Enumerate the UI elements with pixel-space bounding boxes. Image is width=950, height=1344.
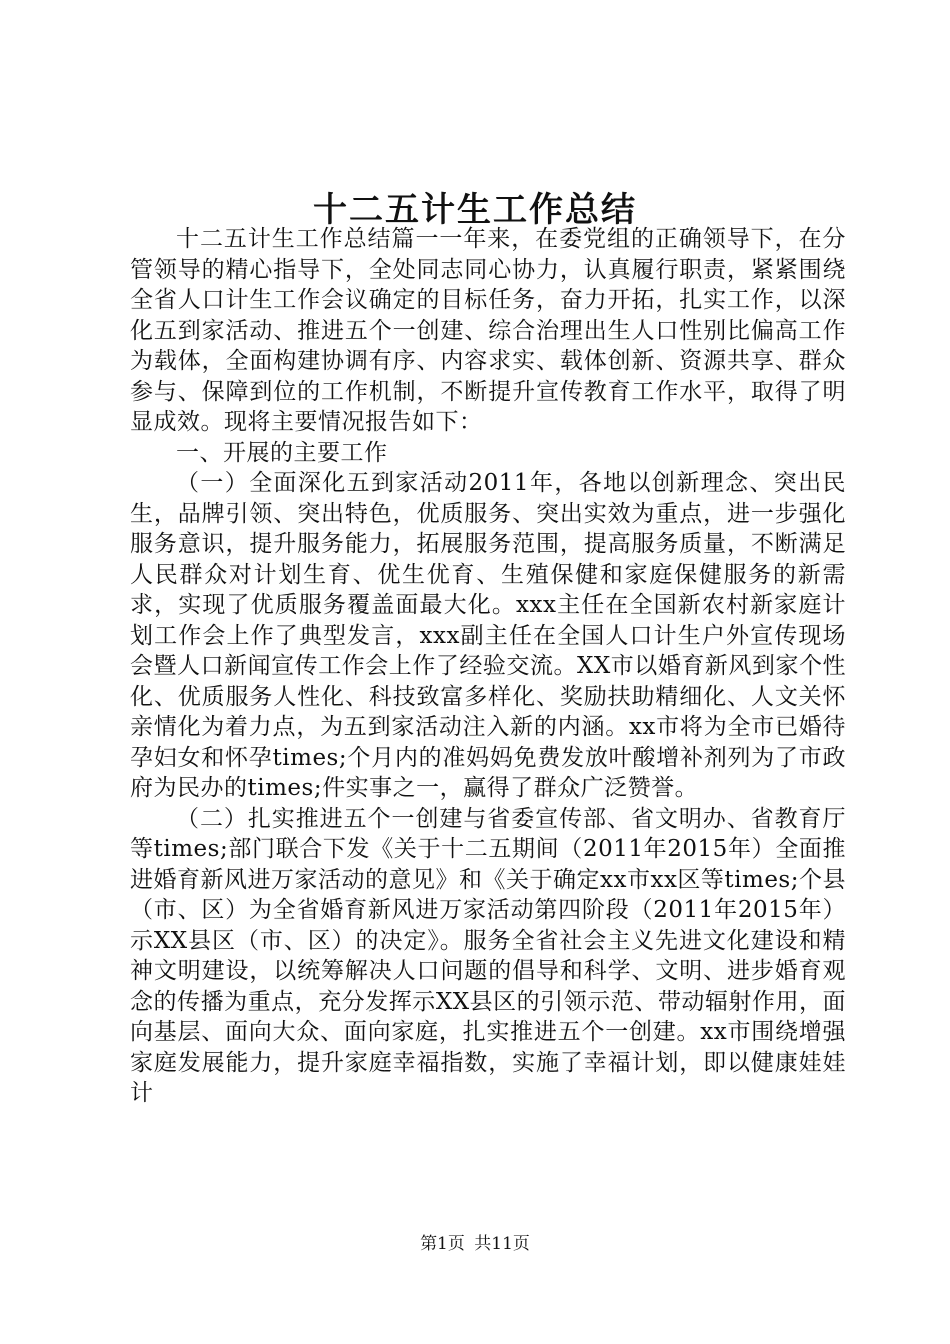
paragraph-intro: 十二五计生工作总结篇一一年来，在委党组的正确领导下，在分管领导的精心指导下，全处同志同心协力，认真履行职责，紧紧围绕全省人口计生工作会议确定的目标任务，奋力开拓，扎实工作，以深化五到家活动、推进五个一创建、综合治理出生人口性别比偏高工作为载体，全面构建协调有序、内容求实、载体创新、资源共享、群众参与、保障到位的工作机制，不断提升宣传教育工作水平，取得了明显成效。现将主要情况报告如下：	[130, 226, 846, 435]
page-number: 第1页	[420, 1234, 465, 1254]
section-heading-main-work: 一、开展的主要工作	[176, 439, 388, 466]
page-total: 共11页	[474, 1234, 530, 1254]
page-footer	[0, 1232, 950, 1256]
paragraph-section-1: （一）全面深化五到家活动2011年，各地以创新理念、突出民生，品牌引领、突出特色，优质服务、突出实效为重点，进一步强化服务意识，提升服务能力，拓展服务范围，提高服务质量，不断满足人民群众对计划生育、优生优育、生殖保健和家庭保健服务的新需求，实现了优质服务覆盖面最大化。xxx主任在全国新农村新家庭计划工作会上作了典型发言，xxx副主任在全国人口计生户外宣传现场会暨人口新闻宣传工作会上作了经验交流。XX市以婚育新风到家个性化、优质服务人性化、科技致富多样化、奖励扶助精细化、人文关怀亲情化为着力点，为五到家活动注入新的内涵。xx市将为全市已婚待孕妇女和怀孕times;个月内的准妈妈免费发放叶酸增补剂列为了市政府为民办的times;件实事之一，赢得了群众广泛赞誉。	[130, 470, 846, 801]
document-body	[130, 224, 846, 1109]
paragraph-section-2: （二）扎实推进五个一创建与省委宣传部、省文明办、省教育厅等times;部门联合下发《关于十二五期间（2011年2015年）全面推进婚育新风进万家活动的意见》和《关于确定xx市xx区等times;个县（市、区）为全省婚育新风进万家活动第四阶段（2011年2015年）示XX县区（市、区）的决定》。服务全省社会主义先进文化建设和精神文明建设，以统筹解决人口问题的倡导和科学、文明、进步婚育观念的传播为重点，充分发挥示XX县区的引领示范、带动辐射作用，面向基层、面向大众、面向家庭，扎实推进五个一创建。xx市围绕增强家庭发展能力，提升家庭幸福指数，实施了幸福计划，即以健康娃娃计	[130, 805, 846, 1106]
document-title: 十二五计生工作总结	[313, 190, 637, 230]
